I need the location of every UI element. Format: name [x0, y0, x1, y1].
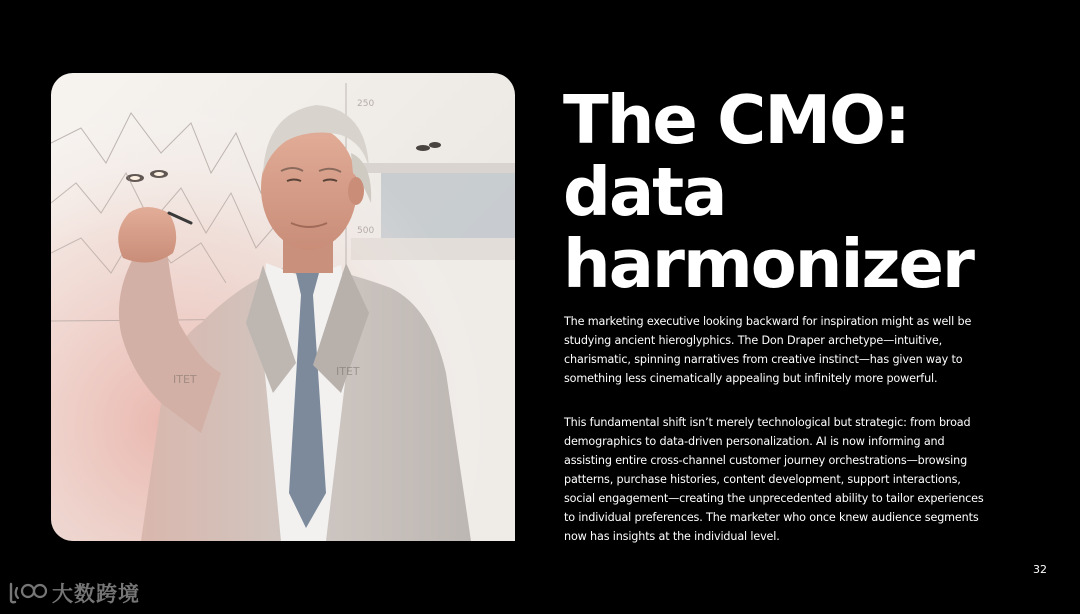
- svg-text:ITET: ITET: [336, 365, 360, 378]
- body-paragraph-2: This fundamental shift isn’t merely technological but strategic: from broad demographics to data-driven personalization. AI is now informing and assisting entire cross-channel customer journey orchestrations—browsing patterns, purchase histories, content development, support interactions, social engagement—creating the unprecedented ability to tailor experiences to individual preferences. The marketer who once knew audience segments now has insights at the individual level.: [564, 416, 984, 543]
- page-number: 32: [1033, 563, 1047, 576]
- watermark-logo: [8, 578, 140, 608]
- body-paragraph-1: The marketing executive looking backward for inspiration might as well be studying ancient hieroglyphics. The Don Draper archetype—intuitive, charismatic, spinning narratives from creative instinct—has given way to something less cinematically appealing but infinitely more powerful.: [564, 315, 972, 385]
- slide-title: [563, 81, 1063, 303]
- watermark-logo-icon: [8, 580, 48, 606]
- executive-photo: [51, 73, 515, 541]
- title-line-1: The CMO:: [563, 81, 909, 159]
- svg-text:250: 250: [357, 99, 375, 109]
- watermark-text: 大数跨境: [52, 582, 140, 606]
- svg-text:ITET: ITET: [173, 373, 197, 386]
- title-line-3: harmonizer: [563, 225, 973, 303]
- title-line-2: data: [563, 153, 726, 231]
- svg-text:500: 500: [357, 226, 375, 236]
